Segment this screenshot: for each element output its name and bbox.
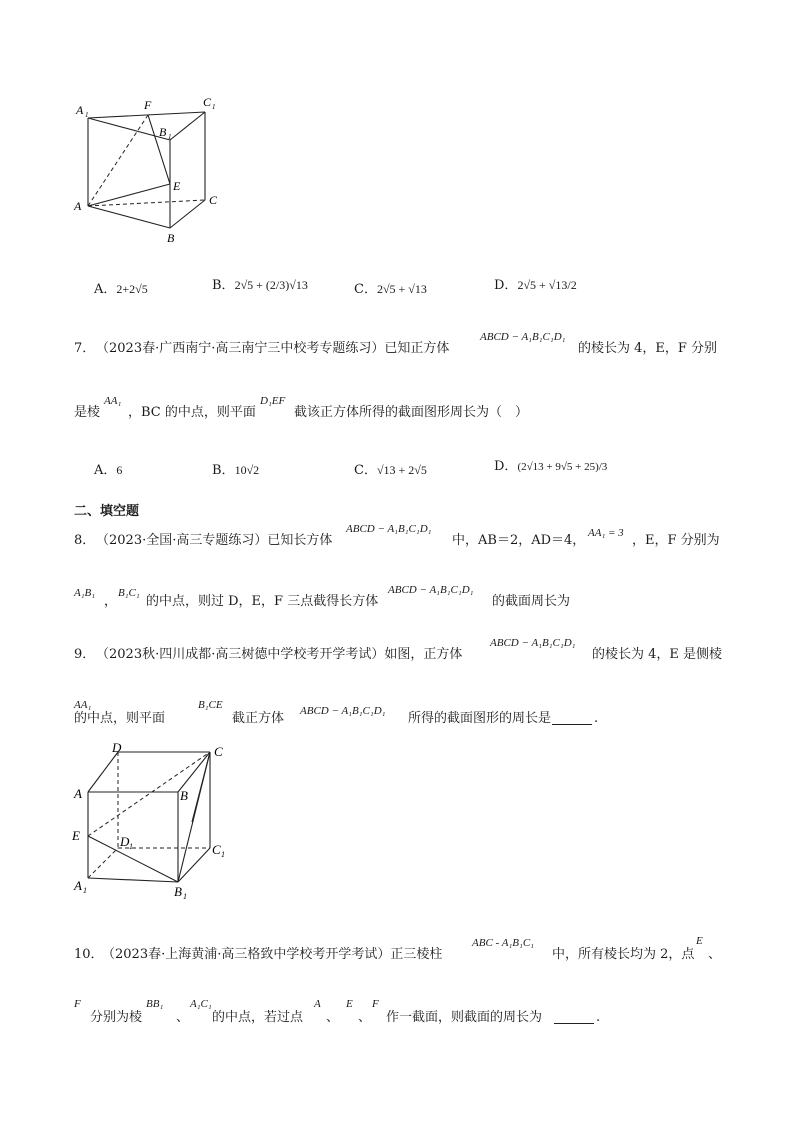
label-A1: A [76, 103, 84, 117]
svg-text:1: 1 [183, 892, 187, 900]
q9-source: （2023秋·四川成都·高三树德中学校考开学考试）如图，正方体 [96, 647, 463, 662]
q10-a1c1: A₁C₁ [190, 998, 212, 1010]
q7-source: （2023春·广西南宁·高三南宁三中校考专题练习）已知正方体 [96, 341, 450, 356]
q7-plane: D₁EF [260, 395, 286, 407]
label-C: C [214, 744, 223, 759]
label-B1: B [159, 125, 167, 139]
label-C: C [209, 193, 218, 207]
q7-cube: ABCD − A₁B₁C₁D₁ [480, 331, 566, 343]
q10-prism: ABC - A₁B₁C₁ [472, 937, 534, 949]
section-fill-in-blank: 二、填空题 [74, 504, 140, 519]
q10-answer-blank[interactable] [554, 1011, 594, 1024]
svg-text:1: 1 [168, 133, 172, 141]
q8-box: ABCD − A₁B₁C₁D₁ [346, 523, 432, 535]
prism-figure [70, 90, 230, 250]
q7-option-d: D．(2√13 + 9√5 + 25)/3 [494, 459, 608, 474]
label-D: D [112, 742, 122, 755]
q6-option-c: C．2√5 + √13 [354, 282, 427, 297]
q9-aa1: AA₁ [74, 699, 92, 711]
label-F: F [144, 98, 152, 112]
svg-text:1: 1 [129, 842, 133, 851]
q6-option-b: B．2√5 + (2/3)√13 [212, 278, 308, 293]
q8-aa1: AA₁ = 3 [588, 527, 624, 539]
q10-point-e: E [696, 935, 703, 947]
label-A: A [74, 786, 82, 801]
cube-figure [68, 742, 248, 900]
label-C1: C [212, 842, 221, 857]
q10-pe: E [346, 998, 353, 1010]
label-A: A [74, 199, 82, 213]
q7-option-b: B．10√2 [212, 463, 260, 478]
svg-text:1: 1 [212, 103, 216, 111]
q8-box2: ABCD − A₁B₁C₁D₁ [388, 584, 474, 596]
label-A1: A [74, 878, 82, 893]
q10-pf: F [372, 998, 379, 1010]
label-D1: D [120, 834, 130, 849]
q7-aa1: AA₁ [104, 395, 122, 407]
label-B: B [167, 231, 175, 245]
q7-option-c: C．√13 + 2√5 [354, 463, 427, 478]
q9-plane: B₁CE [198, 699, 223, 711]
q8-a1b1: A₁B₁ [74, 587, 96, 599]
svg-text:1: 1 [83, 886, 87, 895]
label-E: E [173, 179, 181, 193]
q7-number: 7． [74, 341, 96, 356]
label-E: E [72, 828, 80, 843]
q10-bb1: BB₁ [146, 998, 164, 1010]
q7-text1: 的棱长为 4，E，F 分别 [578, 341, 718, 356]
q8-source: （2023·全国·高三专题练习）已知长方体 [96, 533, 333, 548]
svg-text:1: 1 [221, 850, 225, 859]
label-C1: C [203, 95, 212, 109]
label-B1: B [174, 884, 182, 899]
q7-option-a: A．6 [94, 463, 123, 478]
q9-cube2: ABCD − A₁B₁C₁D₁ [300, 705, 386, 717]
svg-text:1: 1 [85, 111, 89, 119]
label-B: B [180, 788, 188, 803]
q9-answer-blank[interactable] [552, 712, 592, 725]
q9-cube: ABCD − A₁B₁C₁D₁ [490, 637, 576, 649]
q10-pa: A [314, 998, 321, 1010]
q10-source: （2023春·上海黄浦·高三格致中学校考开学考试）正三棱柱 [102, 947, 443, 962]
q6-option-d: D．2√5 + √13/2 [494, 278, 577, 293]
q10-point-f: F [74, 998, 81, 1010]
q6-option-a: A．2+2√5 [94, 282, 148, 297]
q8-b1c1: B₁C₁ [118, 587, 140, 599]
